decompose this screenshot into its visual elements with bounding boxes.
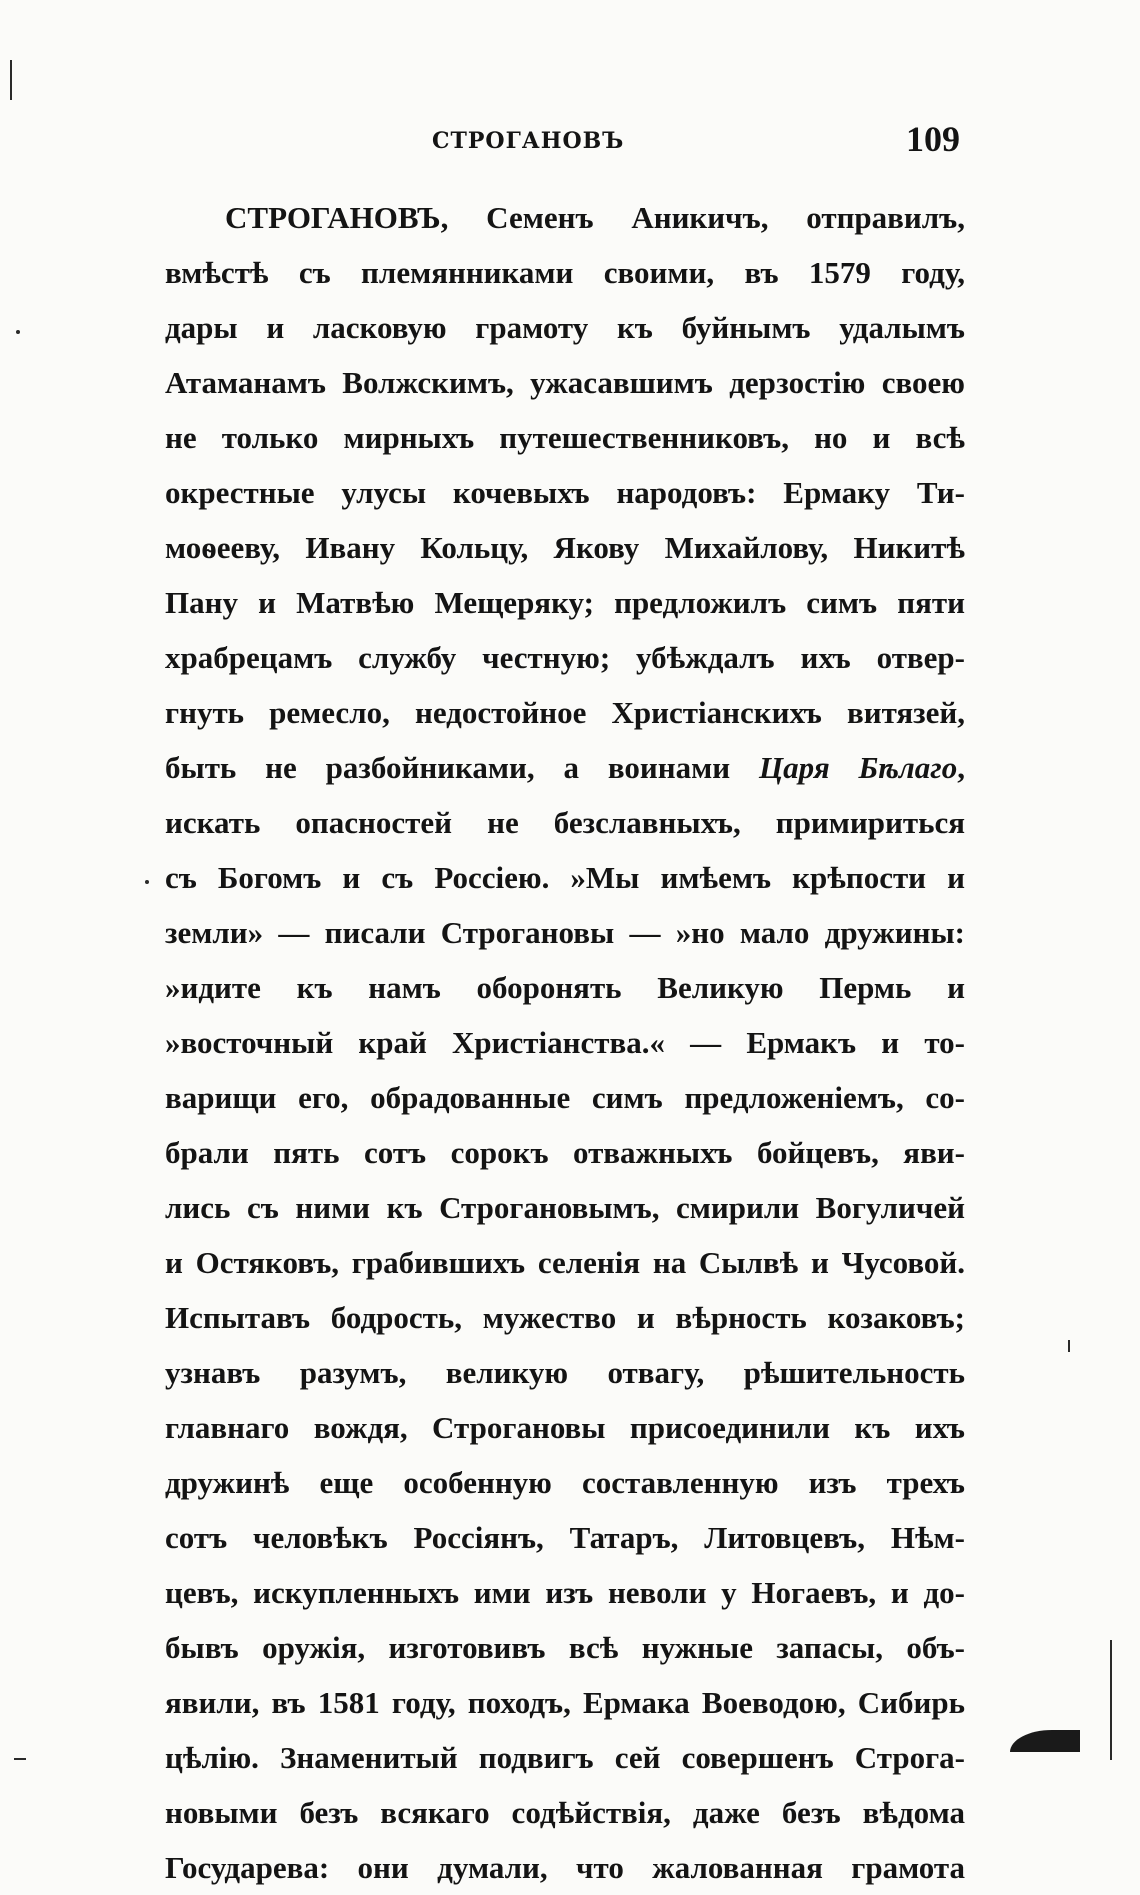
text-line-22: узнавъ разумъ, великую отвагу, рѣшительность — [165, 1355, 965, 1390]
text-line-28: явили, въ 1581 году, походъ, Ермака Воеводою, Сибирь — [165, 1685, 965, 1720]
text-line-26: цевъ, искупленныхъ ими изъ неволи у Ногаевъ, и до- — [165, 1575, 965, 1610]
text-line-2: вмѣстѣ съ племянниками своими, въ 1579 году, — [165, 255, 965, 290]
text-line-11 — [165, 740, 965, 795]
text-line-11-end: , — [957, 750, 965, 785]
text-line-11-start: быть не разбойниками, а воинами — [165, 750, 759, 785]
page-edge-smudge — [1010, 1730, 1080, 1752]
page-number: 109 — [906, 119, 960, 159]
margin-dash-bottom-left — [14, 1758, 26, 1760]
text-line-21: Испытавъ бодрость, мужество и вѣрность козаковъ; — [165, 1300, 965, 1335]
text-line-14: земли» — писали Строгановы — »но мало дружины: — [165, 915, 965, 950]
italic-phrase: Царя Бѣлаго — [758, 750, 958, 785]
text-line-24: дружинѣ еще особенную составленную изъ трехъ — [165, 1465, 965, 1500]
running-head — [160, 118, 960, 168]
margin-tick-top-left — [10, 60, 12, 100]
text-line-3: дары и ласковую грамоту къ буйнымъ удалымъ — [165, 310, 965, 345]
text-line-23: главнаго вождя, Строгановы присоединили къ ихъ — [165, 1410, 965, 1445]
text-line-9: храбрецамъ службу честную; убѣждалъ ихъ отвер- — [165, 640, 965, 675]
text-line-17: варищи его, обрадованные симъ предложеніемъ, со- — [165, 1080, 965, 1115]
text-line-8: Пану и Матвѣю Мещеряку; предложилъ симъ пяти — [165, 585, 965, 620]
text-line-16: »восточный край Христіанства.« — Ермакъ и то- — [165, 1025, 965, 1060]
body-text — [165, 190, 965, 1895]
text-line-25: сотъ человѣкъ Россіянъ, Татаръ, Литовцевъ, Нѣм- — [165, 1520, 965, 1555]
margin-tick-bottom-right — [1110, 1640, 1112, 1760]
text-line-12: искать опасностей не безславныхъ, примириться — [165, 805, 965, 840]
text-line-10: гнуть ремесло, недостойное Христіанскихъ витязей, — [165, 695, 965, 730]
margin-dot-left — [16, 330, 20, 334]
margin-tick-right — [1068, 1340, 1070, 1352]
text-line-5: не только мирныхъ путешественниковъ, но и всѣ — [165, 420, 965, 455]
text-line-29: цѣлію. Знаменитый подвигъ сей совершенъ Строга- — [165, 1740, 965, 1775]
text-line-4: Атаманамъ Волжскимъ, ужасавшимъ дерзостію своею — [165, 365, 965, 400]
text-line-1: СТРОГАНОВЪ, Семенъ Аникичъ, отправилъ, — [225, 200, 965, 235]
running-title: СТРОГАНОВЪ — [432, 128, 625, 154]
text-line-13: съ Богомъ и съ Россіею. »Мы имѣемъ крѣпости и — [165, 860, 965, 895]
text-line-15: »идите къ намъ оборонять Великую Пермь и — [165, 970, 965, 1005]
text-line-19: лись съ ними къ Строгановымъ, смирили Вогуличей — [165, 1190, 965, 1225]
text-line-31: Государева: они думали, что жалованная грамота — [165, 1850, 965, 1885]
text-line-27: бывъ оружія, изготовивъ всѣ нужные запасы, объ- — [165, 1630, 965, 1665]
margin-dot-middle-left — [145, 880, 149, 884]
text-line-18: брали пять сотъ сорокъ отважныхъ бойцевъ, яви- — [165, 1135, 965, 1170]
text-line-7: моѳееву, Ивану Кольцу, Якову Михайлову, Никитѣ — [165, 530, 965, 565]
text-line-20: и Остяковъ, грабившихъ селенія на Сылвѣ и Чусовой. — [165, 1245, 965, 1280]
text-line-30: новыми безъ всякаго содѣйствія, даже безъ вѣдома — [165, 1795, 965, 1830]
text-line-6: окрестные улусы кочевыхъ народовъ: Ермаку Ти- — [165, 475, 965, 510]
